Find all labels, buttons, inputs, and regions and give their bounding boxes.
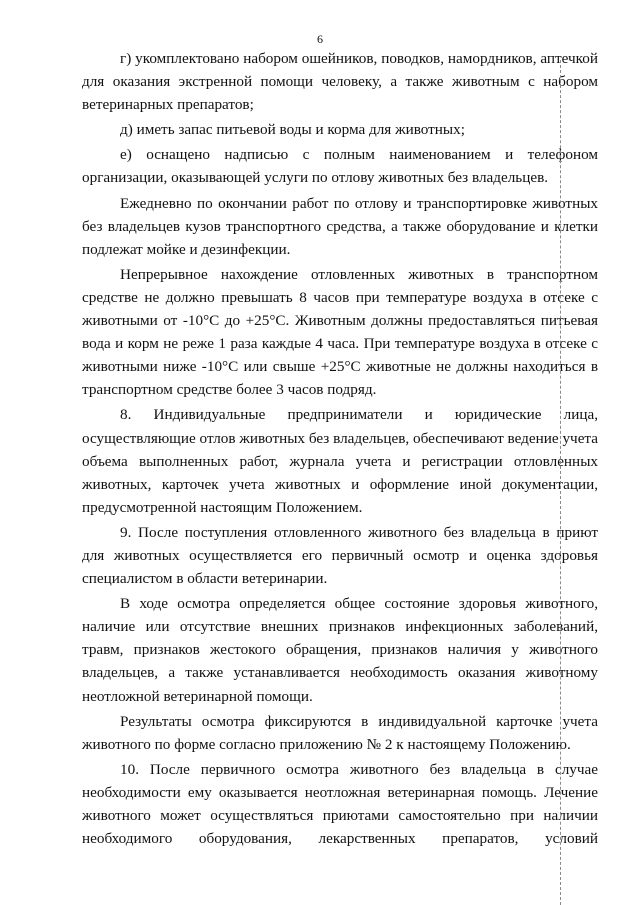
paragraph-item-10: 10. После первичного осмотра животного без владельца в случае необходимости ему оказывается неотложная ветеринарная помощь. Лечение животного может осуществляться приютами самостоятельно при наличии необходимого оборудования, лекарственных препаратов, условий bbox=[82, 760, 598, 848]
paragraph-inspection-results: Результаты осмотра фиксируются в индивидуальной карточке учета животного по форме согласно приложению № 2 к настоящему Положению. bbox=[82, 712, 598, 753]
document-body bbox=[82, 47, 598, 852]
binding-line bbox=[560, 60, 561, 905]
paragraph-item-8: 8. Индивидуальные предприниматели и юридические лица, осуществляющие отлов животных без владельцев, обеспечивают ведение учета объема выполненных работ, журнала учета и регистрации отловленных животных, карточек учета животных и оформление иной документации, предусмотренной настоящим Положением. bbox=[82, 406, 598, 516]
page-number: 6 bbox=[317, 32, 323, 46]
paragraph-e-inscription: е) оснащено надписью с полным наименованием и телефоном организации, оказывающей услуги по отлову животных без владельцев. bbox=[82, 146, 598, 187]
paragraph-daily-cleaning: Ежедневно по окончании работ по отлову и транспортировке животных без владельцев кузов транспортного средства, а также оборудование и клетки подлежат мойке и дезинфекции. bbox=[82, 194, 598, 258]
paragraph-transport-duration: Непрерывное нахождение отловленных животных в транспортном средстве не должно превышать 8 часов при температуре воздуха в отсеке с животными от -10°С до +25°С. Животным должны предоставляться питьевая вода и корм не реже 1 раза каждые 4 часа. При температуре воздуха в отсеке с животными ниже -10°С или свыше +25°С животные не должны находиться в транспортном средстве более 3 часов подряд. bbox=[82, 265, 598, 399]
paragraph-d-water-feed: д) иметь запас питьевой воды и корма для животных; bbox=[120, 121, 465, 139]
paragraph-g-equipment: г) укомплектовано набором ошейников, поводков, намордников, аптечкой для оказания экстренной помощи человеку, а также животным с набором ветеринарных препаратов; bbox=[82, 50, 598, 114]
paragraph-item-9: 9. После поступления отловленного животного без владельца в приют для животных осуществляется его первичный осмотр и оценка здоровья специалистом в области ветеринарии. bbox=[82, 523, 598, 588]
paragraph-inspection: В ходе осмотра определяется общее состояние здоровья животного, наличие или отсутствие внешних признаков инфекционных заболеваний, травм, признаков жестокого обращения, признаков наличия у животного владельцев, а также устанавливается необходимость оказания животному неотложной ветеринарной помощи. bbox=[82, 595, 598, 705]
